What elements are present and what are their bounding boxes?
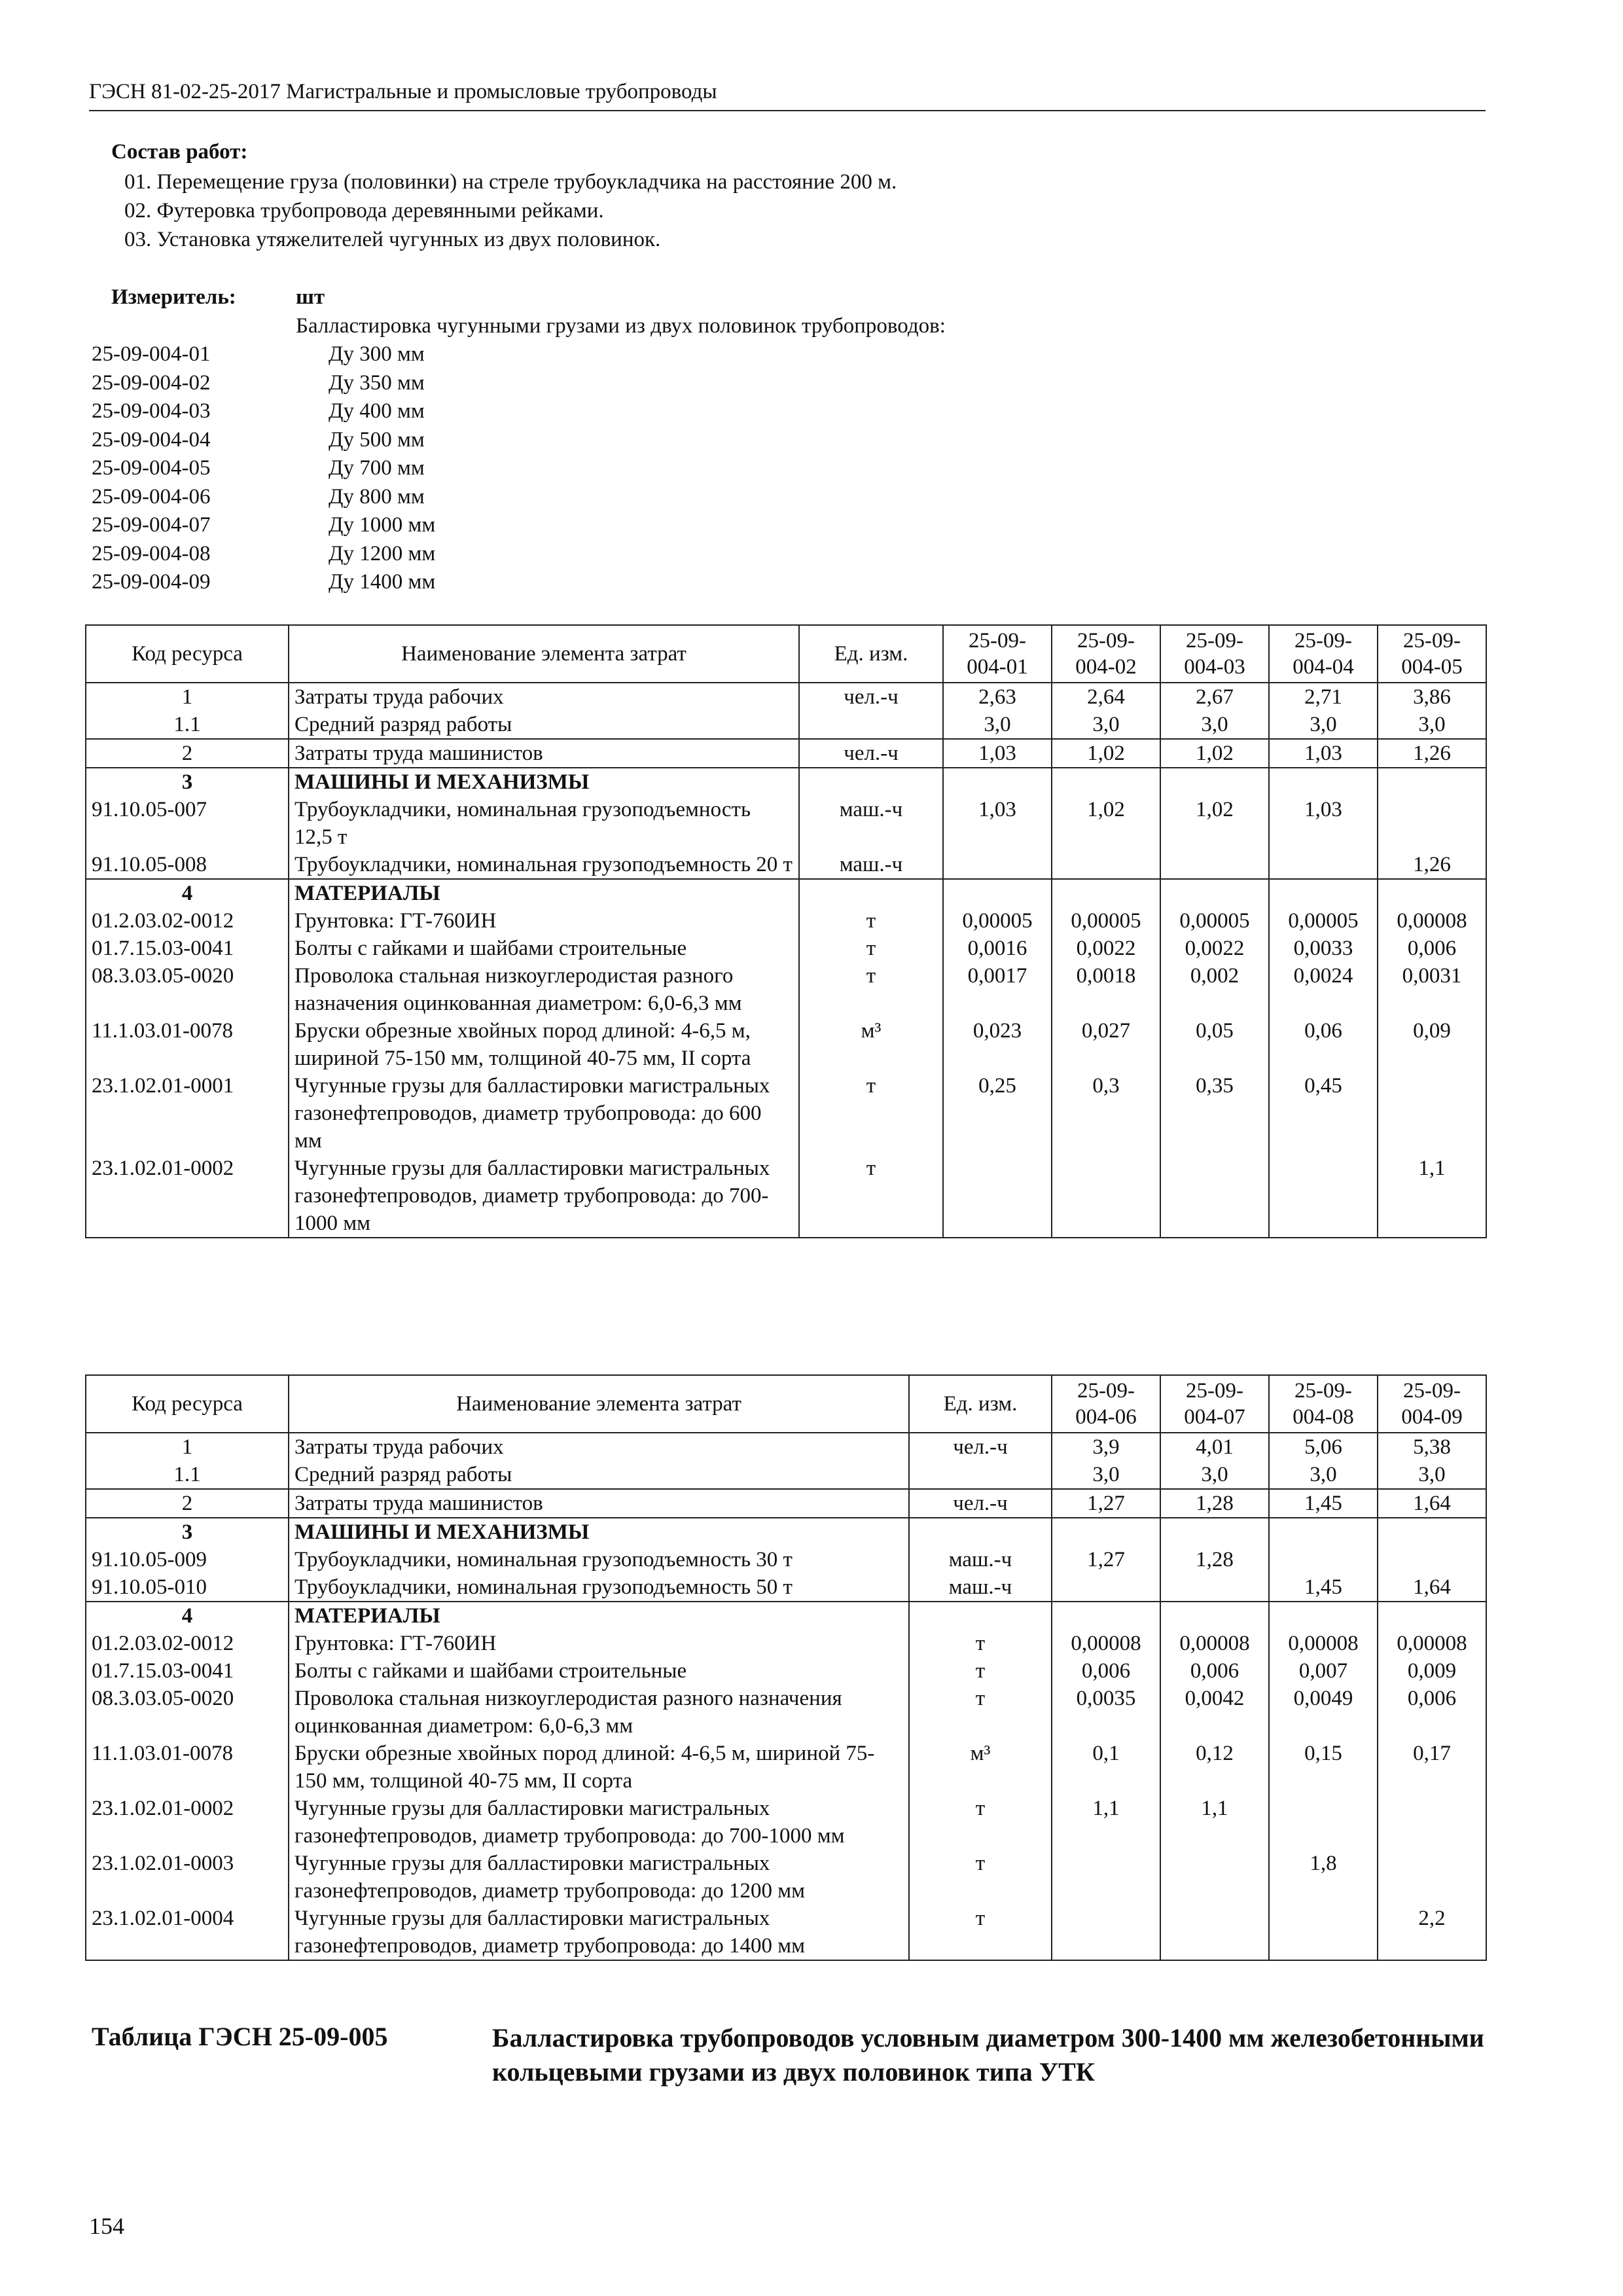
norm-value: 0,05 bbox=[1160, 1017, 1269, 1072]
norm-value bbox=[1269, 768, 1378, 796]
norm-value bbox=[1269, 1795, 1378, 1850]
norm-value: 1,28 bbox=[1160, 1546, 1269, 1573]
unit-of-measure: маш.-ч bbox=[799, 851, 943, 879]
norm-value: 0,0031 bbox=[1378, 962, 1486, 1017]
work-composition-list bbox=[124, 168, 897, 254]
norm-value: 1,02 bbox=[1052, 739, 1160, 768]
norm-value: 0,3 bbox=[1052, 1072, 1160, 1155]
norm-value bbox=[1269, 1602, 1378, 1630]
norm-value: 3,0 bbox=[1269, 1461, 1378, 1489]
work-item: 01. Перемещение груза (половинки) на стреле трубоукладчика на расстояние 200 м. bbox=[124, 170, 897, 194]
norm-value: 1,03 bbox=[943, 796, 1052, 851]
header-unit: Ед. изм. bbox=[909, 1375, 1052, 1433]
nominal-diameter: Ду 1000 мм bbox=[329, 513, 436, 537]
table-row bbox=[86, 711, 1486, 739]
norm-value: 1,27 bbox=[1052, 1546, 1160, 1573]
norm-value: 0,35 bbox=[1160, 1072, 1269, 1155]
table-row bbox=[86, 1017, 1486, 1072]
nominal-diameter: Ду 1200 мм bbox=[329, 541, 436, 565]
cost-element-name: Грунтовка: ГТ-760ИН bbox=[289, 907, 799, 935]
cost-element-name: Трубоукладчики, номинальная грузоподъемность 50 т bbox=[289, 1573, 909, 1602]
norm-value bbox=[1160, 1850, 1269, 1905]
unit-of-measure bbox=[909, 1602, 1052, 1630]
cost-element-name: Средний разряд работы bbox=[289, 711, 799, 739]
table-row bbox=[86, 851, 1486, 879]
cost-element-name: Грунтовка: ГТ-760ИН bbox=[289, 1630, 909, 1657]
norm-value: 0,00005 bbox=[943, 907, 1052, 935]
unit-of-measure: м³ bbox=[799, 1017, 943, 1072]
header-name: Наименование элемента затрат bbox=[289, 625, 799, 683]
norm-value: 0,00008 bbox=[1269, 1630, 1378, 1657]
norm-value bbox=[1269, 879, 1378, 907]
norm-value: 0,006 bbox=[1160, 1657, 1269, 1685]
cost-element-name: Средний разряд работы bbox=[289, 1461, 909, 1489]
cost-element-name: Болты с гайками и шайбами строительные bbox=[289, 935, 799, 962]
resource-code: 1.1 bbox=[86, 711, 289, 739]
norm-code-row bbox=[92, 483, 550, 512]
table-row bbox=[86, 1573, 1486, 1602]
resource-code: 23.1.02.01-0004 bbox=[86, 1905, 289, 1960]
header-norm: 25-09- 004-03 bbox=[1160, 625, 1269, 683]
norm-value bbox=[1378, 1795, 1486, 1850]
norm-value: 0,023 bbox=[943, 1017, 1052, 1072]
table-row bbox=[86, 1433, 1486, 1461]
norm-value: 3,0 bbox=[1160, 1461, 1269, 1489]
resource-code: 01.7.15.03-0041 bbox=[86, 1657, 289, 1685]
norm-value bbox=[1269, 1518, 1378, 1546]
cost-element-name: Трубоукладчики, номинальная грузоподъемность 20 т bbox=[289, 851, 799, 879]
norm-code-row bbox=[92, 340, 550, 369]
unit-of-measure: т bbox=[909, 1850, 1052, 1905]
header-norm: 25-09- 004-02 bbox=[1052, 625, 1160, 683]
norm-value: 0,17 bbox=[1378, 1740, 1486, 1795]
norm-value: 0,00005 bbox=[1269, 907, 1378, 935]
norm-value: 2,71 bbox=[1269, 683, 1378, 711]
meter-unit: шт bbox=[296, 285, 325, 309]
resource-table-1 bbox=[85, 624, 1487, 1238]
norm-value: 0,0042 bbox=[1160, 1685, 1269, 1740]
norm-value: 0,00005 bbox=[1160, 907, 1269, 935]
norm-value: 0,45 bbox=[1269, 1072, 1378, 1155]
norm-value bbox=[1378, 879, 1486, 907]
nominal-diameter: Ду 500 мм bbox=[329, 427, 425, 452]
cost-element-name: МАТЕРИАЛЫ bbox=[289, 1602, 909, 1630]
resource-code: 2 bbox=[86, 739, 289, 768]
table-row bbox=[86, 962, 1486, 1017]
norm-code-row bbox=[92, 426, 550, 455]
norm-value bbox=[1160, 1573, 1269, 1602]
unit-of-measure bbox=[799, 711, 943, 739]
unit-of-measure: т bbox=[799, 1155, 943, 1238]
norm-code: 25-09-004-06 bbox=[92, 484, 211, 509]
header-norm: 25-09- 004-08 bbox=[1269, 1375, 1378, 1433]
norm-value bbox=[943, 1155, 1052, 1238]
header-norm: 25-09- 004-04 bbox=[1269, 625, 1378, 683]
cost-element-name: Болты с гайками и шайбами строительные bbox=[289, 1657, 909, 1685]
header-norm: 25-09- 004-09 bbox=[1378, 1375, 1486, 1433]
norm-value: 0,09 bbox=[1378, 1017, 1486, 1072]
table-row bbox=[86, 739, 1486, 768]
norm-value: 1,64 bbox=[1378, 1573, 1486, 1602]
norm-value: 0,00005 bbox=[1052, 907, 1160, 935]
resource-code: 08.3.03.05-0020 bbox=[86, 962, 289, 1017]
unit-of-measure: т bbox=[909, 1905, 1052, 1960]
norm-value: 3,9 bbox=[1052, 1433, 1160, 1461]
norm-code: 25-09-004-05 bbox=[92, 456, 211, 480]
norm-value: 0,25 bbox=[943, 1072, 1052, 1155]
norm-value bbox=[1378, 1518, 1486, 1546]
norm-value: 1,03 bbox=[1269, 739, 1378, 768]
table-row bbox=[86, 1546, 1486, 1573]
norm-value: 0,00008 bbox=[1052, 1630, 1160, 1657]
norm-value: 1,1 bbox=[1160, 1795, 1269, 1850]
table-row bbox=[86, 1657, 1486, 1685]
resource-code: 23.1.02.01-0003 bbox=[86, 1850, 289, 1905]
norm-value: 3,0 bbox=[1052, 711, 1160, 739]
table-row bbox=[86, 1489, 1486, 1518]
norm-value: 0,027 bbox=[1052, 1017, 1160, 1072]
norm-value: 0,06 bbox=[1269, 1017, 1378, 1072]
cost-element-name: Затраты труда машинистов bbox=[289, 1489, 909, 1518]
norm-value: 0,006 bbox=[1378, 1685, 1486, 1740]
unit-of-measure: т bbox=[799, 962, 943, 1017]
nominal-diameter: Ду 350 мм bbox=[329, 370, 425, 395]
norm-value: 1,26 bbox=[1378, 739, 1486, 768]
norm-value bbox=[1378, 768, 1486, 796]
cost-element-name: Затраты труда рабочих bbox=[289, 1433, 909, 1461]
norm-value bbox=[1160, 1905, 1269, 1960]
norm-value bbox=[943, 879, 1052, 907]
resource-code: 08.3.03.05-0020 bbox=[86, 1685, 289, 1740]
norm-value: 0,006 bbox=[1052, 1657, 1160, 1685]
norm-value bbox=[1378, 1602, 1486, 1630]
unit-of-measure: чел.-ч bbox=[799, 739, 943, 768]
nominal-diameter: Ду 300 мм bbox=[329, 342, 425, 366]
norm-value bbox=[1378, 796, 1486, 851]
norm-value: 1,02 bbox=[1160, 796, 1269, 851]
header-code: Код ресурса bbox=[86, 625, 289, 683]
unit-of-measure: чел.-ч bbox=[909, 1489, 1052, 1518]
unit-of-measure bbox=[909, 1518, 1052, 1546]
cost-element-name: Чугунные грузы для балластировки магистральных газонефтепроводов, диаметр трубопровода: до 600 мм bbox=[289, 1072, 799, 1155]
norm-value: 1,1 bbox=[1378, 1155, 1486, 1238]
resource-code: 23.1.02.01-0001 bbox=[86, 1072, 289, 1155]
resource-code: 4 bbox=[86, 879, 289, 907]
table-row bbox=[86, 1740, 1486, 1795]
page-number: 154 bbox=[89, 2213, 124, 2239]
header-norm: 25-09- 004-07 bbox=[1160, 1375, 1269, 1433]
norm-value: 0,0035 bbox=[1052, 1685, 1160, 1740]
norm-value: 2,67 bbox=[1160, 683, 1269, 711]
table-row bbox=[86, 935, 1486, 962]
resource-code: 2 bbox=[86, 1489, 289, 1518]
table-row bbox=[86, 1850, 1486, 1905]
resource-code: 3 bbox=[86, 768, 289, 796]
work-composition-title: Состав работ: bbox=[111, 140, 248, 164]
norm-value bbox=[1052, 1602, 1160, 1630]
work-item: 02. Футеровка трубопровода деревянными рейками. bbox=[124, 199, 604, 223]
cost-element-name: Трубоукладчики, номинальная грузоподъемность 30 т bbox=[289, 1546, 909, 1573]
header-norm: 25-09- 004-06 bbox=[1052, 1375, 1160, 1433]
norm-value: 1,26 bbox=[1378, 851, 1486, 879]
norm-code-row bbox=[92, 454, 550, 483]
norm-value: 0,00008 bbox=[1378, 907, 1486, 935]
unit-of-measure bbox=[909, 1461, 1052, 1489]
resource-code: 11.1.03.01-0078 bbox=[86, 1740, 289, 1795]
norm-value bbox=[1052, 851, 1160, 879]
unit-of-measure: маш.-ч bbox=[909, 1573, 1052, 1602]
cost-element-name: Бруски обрезные хвойных пород длиной: 4-6,5 м, шириной 75-150 мм, толщиной 40-75 мм, II сорта bbox=[289, 1740, 909, 1795]
table-row bbox=[86, 907, 1486, 935]
resource-table-2 bbox=[85, 1374, 1487, 1961]
resource-code: 91.10.05-007 bbox=[86, 796, 289, 851]
norm-value: 4,01 bbox=[1160, 1433, 1269, 1461]
norm-value bbox=[1269, 1546, 1378, 1573]
cost-element-name: Чугунные грузы для балластировки магистральных газонефтепроводов, диаметр трубопровода: до 700-1000 мм bbox=[289, 1795, 909, 1850]
norm-value bbox=[1160, 1518, 1269, 1546]
cost-element-name: МАШИНЫ И МЕХАНИЗМЫ bbox=[289, 768, 799, 796]
norm-value bbox=[943, 768, 1052, 796]
table-row bbox=[86, 796, 1486, 851]
norm-value: 0,00008 bbox=[1160, 1630, 1269, 1657]
unit-of-measure: чел.-ч bbox=[909, 1433, 1052, 1461]
norm-value bbox=[1378, 1072, 1486, 1155]
norm-code-row bbox=[92, 397, 550, 426]
norm-value: 3,0 bbox=[1160, 711, 1269, 739]
nominal-diameter: Ду 400 мм bbox=[329, 399, 425, 423]
unit-of-measure: т bbox=[799, 1072, 943, 1155]
cost-element-name: МАШИНЫ И МЕХАНИЗМЫ bbox=[289, 1518, 909, 1546]
unit-of-measure: т bbox=[909, 1630, 1052, 1657]
norm-value: 0,00008 bbox=[1378, 1630, 1486, 1657]
norm-value: 3,0 bbox=[1052, 1461, 1160, 1489]
norm-value: 0,0017 bbox=[943, 962, 1052, 1017]
norm-code-row bbox=[92, 511, 550, 540]
nominal-diameter: Ду 700 мм bbox=[329, 456, 425, 480]
cost-element-name: Чугунные грузы для балластировки магистральных газонефтепроводов, диаметр трубопровода: до 700-1000 мм bbox=[289, 1155, 799, 1238]
norm-value: 1,8 bbox=[1269, 1850, 1378, 1905]
norm-code-row bbox=[92, 369, 550, 398]
norm-value bbox=[1052, 1573, 1160, 1602]
norm-value: 0,007 bbox=[1269, 1657, 1378, 1685]
norm-value bbox=[1160, 851, 1269, 879]
norm-value: 0,0024 bbox=[1269, 962, 1378, 1017]
table-row bbox=[86, 1072, 1486, 1155]
nominal-diameter: Ду 800 мм bbox=[329, 484, 425, 509]
norm-value: 0,0016 bbox=[943, 935, 1052, 962]
norm-value: 1,28 bbox=[1160, 1489, 1269, 1518]
resource-code: 01.2.03.02-0012 bbox=[86, 1630, 289, 1657]
norm-value: 1,03 bbox=[943, 739, 1052, 768]
cost-element-name: МАТЕРИАЛЫ bbox=[289, 879, 799, 907]
unit-of-measure: маш.-ч bbox=[909, 1546, 1052, 1573]
norm-value bbox=[943, 851, 1052, 879]
table-row bbox=[86, 1461, 1486, 1489]
table-row bbox=[86, 683, 1486, 711]
table-row bbox=[86, 1630, 1486, 1657]
resource-code: 3 bbox=[86, 1518, 289, 1546]
cost-element-name: Проволока стальная низкоуглеродистая разного назначения оцинкованная диаметром: 6,0-6,3 мм bbox=[289, 962, 799, 1017]
norm-value bbox=[1269, 1155, 1378, 1238]
norm-value: 3,0 bbox=[1269, 711, 1378, 739]
table-row bbox=[86, 1602, 1486, 1630]
norm-value: 0,006 bbox=[1378, 935, 1486, 962]
norm-value: 1,64 bbox=[1378, 1489, 1486, 1518]
norm-code: 25-09-004-01 bbox=[92, 342, 211, 366]
table-row bbox=[86, 1905, 1486, 1960]
norm-value bbox=[1052, 1850, 1160, 1905]
norm-value: 1,02 bbox=[1052, 796, 1160, 851]
resource-code: 11.1.03.01-0078 bbox=[86, 1017, 289, 1072]
cost-element-name: Бруски обрезные хвойных пород длиной: 4-6,5 м, шириной 75-150 мм, толщиной 40-75 мм, II сорта bbox=[289, 1017, 799, 1072]
resource-code: 01.2.03.02-0012 bbox=[86, 907, 289, 935]
norm-value bbox=[1160, 1155, 1269, 1238]
running-header: ГЭСН 81-02-25-2017 Магистральные и промысловые трубопроводы bbox=[89, 73, 1486, 111]
norm-value: 3,0 bbox=[943, 711, 1052, 739]
norm-value: 2,2 bbox=[1378, 1905, 1486, 1960]
norm-value: 1,45 bbox=[1269, 1573, 1378, 1602]
norm-value bbox=[1378, 1546, 1486, 1573]
unit-of-measure: т bbox=[799, 935, 943, 962]
unit-of-measure: чел.-ч bbox=[799, 683, 943, 711]
resource-code: 91.10.05-010 bbox=[86, 1573, 289, 1602]
norm-value bbox=[1160, 768, 1269, 796]
norm-value: 0,0022 bbox=[1160, 935, 1269, 962]
table-title-text: Балластировка трубопроводов условным диаметром 300-1400 мм железобетонными кольцевыми грузами из двух половинок типа УТК bbox=[492, 2023, 1484, 2087]
meter-label: Измеритель: bbox=[111, 285, 236, 309]
table-row bbox=[86, 1685, 1486, 1740]
norm-value: 0,15 bbox=[1269, 1740, 1378, 1795]
norm-value: 0,1 bbox=[1052, 1740, 1160, 1795]
norm-value bbox=[1378, 1850, 1486, 1905]
norm-value: 1,03 bbox=[1269, 796, 1378, 851]
cost-element-name: Трубоукладчики, номинальная грузоподъемность 12,5 т bbox=[289, 796, 799, 851]
table-title-label: Таблица ГЭСН 25-09-005 bbox=[92, 2022, 388, 2051]
norm-value bbox=[1052, 1518, 1160, 1546]
norm-value: 5,38 bbox=[1378, 1433, 1486, 1461]
norm-value: 2,64 bbox=[1052, 683, 1160, 711]
norm-code-row bbox=[92, 568, 550, 597]
cost-element-name: Затраты труда рабочих bbox=[289, 683, 799, 711]
table-row bbox=[86, 1795, 1486, 1850]
header-name: Наименование элемента затрат bbox=[289, 1375, 909, 1433]
norm-code: 25-09-004-03 bbox=[92, 399, 211, 423]
norm-value: 3,0 bbox=[1378, 711, 1486, 739]
header-code: Код ресурса bbox=[86, 1375, 289, 1433]
norm-value: 0,002 bbox=[1160, 962, 1269, 1017]
norm-value: 1,1 bbox=[1052, 1795, 1160, 1850]
cost-element-name: Проволока стальная низкоуглеродистая разного назначения оцинкованная диаметром: 6,0-6,3 мм bbox=[289, 1685, 909, 1740]
norm-value: 0,0018 bbox=[1052, 962, 1160, 1017]
norm-code-row bbox=[92, 540, 550, 569]
meter-description: Балластировка чугунными грузами из двух половинок трубопроводов: bbox=[296, 314, 946, 338]
header-norm: 25-09- 004-01 bbox=[943, 625, 1052, 683]
resource-code: 4 bbox=[86, 1602, 289, 1630]
resource-code: 1 bbox=[86, 1433, 289, 1461]
norm-value: 0,0033 bbox=[1269, 935, 1378, 962]
header-norm: 25-09- 004-05 bbox=[1378, 625, 1486, 683]
resource-code: 23.1.02.01-0002 bbox=[86, 1155, 289, 1238]
unit-of-measure: м³ bbox=[909, 1740, 1052, 1795]
norm-value bbox=[1052, 768, 1160, 796]
norm-value: 0,12 bbox=[1160, 1740, 1269, 1795]
unit-of-measure bbox=[799, 879, 943, 907]
resource-code: 1.1 bbox=[86, 1461, 289, 1489]
cost-element-name: Чугунные грузы для балластировки магистральных газонефтепроводов, диаметр трубопровода: до 1400 мм bbox=[289, 1905, 909, 1960]
norm-value: 3,86 bbox=[1378, 683, 1486, 711]
resource-code: 01.7.15.03-0041 bbox=[86, 935, 289, 962]
table-row bbox=[86, 879, 1486, 907]
norm-value: 3,0 bbox=[1378, 1461, 1486, 1489]
norm-code: 25-09-004-07 bbox=[92, 513, 211, 537]
norm-value bbox=[1269, 1905, 1378, 1960]
table-row bbox=[86, 768, 1486, 796]
norm-value bbox=[1052, 1155, 1160, 1238]
unit-of-measure: т bbox=[909, 1657, 1052, 1685]
norm-code: 25-09-004-09 bbox=[92, 570, 211, 594]
norm-value bbox=[1160, 1602, 1269, 1630]
norm-value bbox=[1160, 879, 1269, 907]
norm-value bbox=[1052, 1905, 1160, 1960]
norm-code: 25-09-004-04 bbox=[92, 427, 211, 452]
norm-value: 1,45 bbox=[1269, 1489, 1378, 1518]
unit-of-measure: т bbox=[799, 907, 943, 935]
norm-value: 2,63 bbox=[943, 683, 1052, 711]
resource-code: 1 bbox=[86, 683, 289, 711]
unit-of-measure: маш.-ч bbox=[799, 796, 943, 851]
norm-value: 1,27 bbox=[1052, 1489, 1160, 1518]
norm-value: 0,009 bbox=[1378, 1657, 1486, 1685]
header-unit: Ед. изм. bbox=[799, 625, 943, 683]
norm-value: 0,0049 bbox=[1269, 1685, 1378, 1740]
resource-code: 91.10.05-009 bbox=[86, 1546, 289, 1573]
cost-element-name: Чугунные грузы для балластировки магистральных газонефтепроводов, диаметр трубопровода: до 1200 мм bbox=[289, 1850, 909, 1905]
cost-element-name: Затраты труда машинистов bbox=[289, 739, 799, 768]
unit-of-measure bbox=[799, 768, 943, 796]
unit-of-measure: т bbox=[909, 1685, 1052, 1740]
norm-value: 1,02 bbox=[1160, 739, 1269, 768]
norm-code: 25-09-004-08 bbox=[92, 541, 211, 565]
resource-code: 91.10.05-008 bbox=[86, 851, 289, 879]
norm-value bbox=[1269, 851, 1378, 879]
unit-of-measure: т bbox=[909, 1795, 1052, 1850]
table-row bbox=[86, 1518, 1486, 1546]
norm-value: 5,06 bbox=[1269, 1433, 1378, 1461]
norm-code-list bbox=[92, 340, 550, 597]
norm-value: 0,0022 bbox=[1052, 935, 1160, 962]
work-item: 03. Установка утяжелителей чугунных из двух половинок. bbox=[124, 228, 661, 251]
resource-code: 23.1.02.01-0002 bbox=[86, 1795, 289, 1850]
nominal-diameter: Ду 1400 мм bbox=[329, 570, 436, 594]
norm-value bbox=[1052, 879, 1160, 907]
norm-code: 25-09-004-02 bbox=[92, 370, 211, 395]
table-row bbox=[86, 1155, 1486, 1238]
